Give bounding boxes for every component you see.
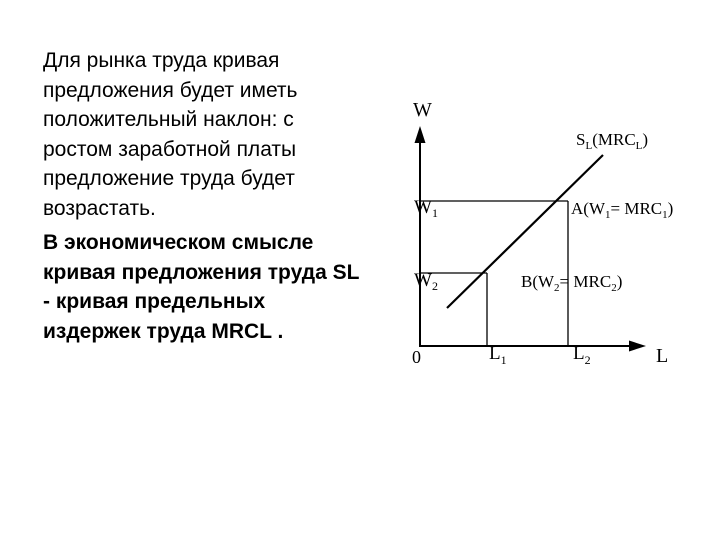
y-axis-arrow xyxy=(415,126,426,143)
l1-label: $L_1$ xyxy=(489,343,507,367)
x-axis-label: L xyxy=(656,345,669,367)
origin-label: 0 xyxy=(412,347,421,367)
w2-label: $W_2$ xyxy=(414,270,438,293)
paragraph-economic-meaning: В экономическом смысле кривая предложения труда SL - кривая предельных издержек труда MRCL . xyxy=(43,231,360,343)
paragraph-supply-slope: Для рынка труда кривая предложения будет иметь положительный наклон: с ростом заработной платы предложение труда будет возрастать. xyxy=(43,49,298,220)
point-a-label: $A(W_1= MRC_1)$ xyxy=(571,199,674,221)
supply-curve-label: $S_L(MRC_L)$ xyxy=(576,130,649,152)
x-axis-arrow xyxy=(629,341,646,352)
l2-label: $L_2$ xyxy=(573,343,591,367)
w1-label: $W_1$ xyxy=(414,197,438,220)
point-b-label: $B(W_2= MRC_2)$ xyxy=(521,272,623,294)
y-axis-label: W xyxy=(413,99,432,121)
